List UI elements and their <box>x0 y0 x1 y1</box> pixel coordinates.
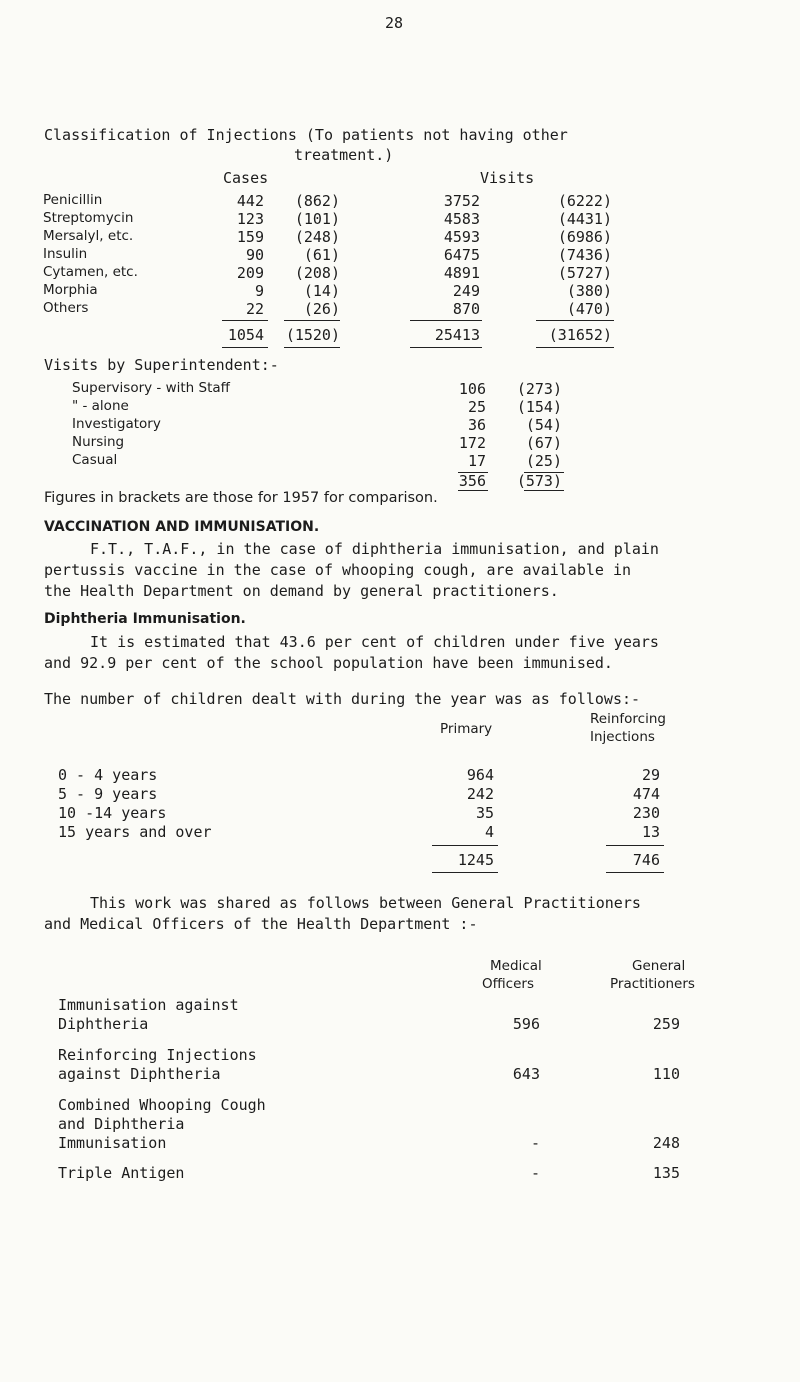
visits-prev-value: (6222) <box>557 192 612 210</box>
total-rule <box>222 320 268 321</box>
visits-prev-value: (380) <box>566 282 612 300</box>
medical-officers-header: Officers <box>482 976 534 992</box>
row-label: Streptomycin <box>43 210 134 226</box>
section-heading: VACCINATION AND IMMUNISATION. <box>44 519 320 535</box>
cases-value: 90 <box>245 246 264 264</box>
page-number: 28 <box>385 14 404 32</box>
vaccination-paragraph: pertussis vaccine in the case of whooping cough, are available in <box>44 561 631 579</box>
reinforcing-value: 29 <box>641 766 660 784</box>
row-label: Insulin <box>43 246 88 262</box>
visits-header: Visits <box>480 169 535 187</box>
general-practitioners-value: 135 <box>652 1164 680 1182</box>
total-rule <box>410 347 482 348</box>
medical-officers-value: 643 <box>512 1065 540 1083</box>
row-label: Cytamen, etc. <box>43 264 138 280</box>
medical-officers-value: - <box>530 1164 540 1182</box>
visits-total: 25413 <box>434 326 480 344</box>
visits-prev-value: (6986) <box>557 228 612 246</box>
cases-prev-value: (61) <box>303 246 340 264</box>
total-rule <box>222 347 268 348</box>
cases-prev-value: (862) <box>294 192 340 210</box>
visits-value: 17 <box>467 452 486 470</box>
shared-work-paragraph: This work was shared as follows between General Practitioners <box>90 894 641 912</box>
row-label: Casual <box>72 452 118 468</box>
general-practitioners-value: 110 <box>652 1065 680 1083</box>
primary-header: Primary <box>440 721 493 737</box>
visits-prev-value: (5727) <box>557 264 612 282</box>
medical-officers-header: Medical <box>490 958 542 974</box>
row-label: Triple Antigen <box>58 1164 185 1182</box>
total-rule <box>524 490 564 491</box>
visits-prev-value: (4431) <box>557 210 612 228</box>
visits-value: 249 <box>452 282 480 300</box>
medical-officers-value: 596 <box>512 1015 540 1033</box>
visits-prev-total: (31652) <box>548 326 612 344</box>
diphtheria-paragraph: and 92.9 per cent of the school population have been immunised. <box>44 654 613 672</box>
row-label: Combined Whooping Cough <box>58 1096 266 1114</box>
visits-prev-value: (7436) <box>557 246 612 264</box>
total-rule <box>536 320 614 321</box>
shared-work-paragraph: and Medical Officers of the Health Department :- <box>44 915 478 933</box>
primary-value: 4 <box>484 823 494 841</box>
reinforcing-header: Injections <box>590 729 655 745</box>
cases-prev-value: (208) <box>294 264 340 282</box>
reinforcing-total: 746 <box>632 851 660 869</box>
visits-prev-value: (67) <box>525 434 562 452</box>
general-practitioners-value: 248 <box>652 1134 680 1152</box>
superintendent-heading: Visits by Superintendent:- <box>44 356 279 374</box>
cases-value: 22 <box>245 300 264 318</box>
vaccination-paragraph: the Health Department on demand by general practitioners. <box>44 582 559 600</box>
row-label: Diphtheria <box>58 1015 149 1033</box>
cases-total: 1054 <box>227 326 264 344</box>
row-label: Supervisory - with Staff <box>72 380 230 396</box>
visits-prev-value: (25) <box>525 452 562 470</box>
row-label: Morphia <box>43 282 98 298</box>
reinforcing-value: 474 <box>632 785 660 803</box>
visits-value: 3752 <box>443 192 480 210</box>
total-rule <box>458 490 488 491</box>
cases-value: 209 <box>236 264 264 282</box>
row-label: Reinforcing Injections <box>58 1046 257 1064</box>
diphtheria-paragraph: It is estimated that 43.6 per cent of children under five years <box>90 633 659 651</box>
cases-header: Cases <box>223 169 269 187</box>
row-label: Penicillin <box>43 192 103 208</box>
total-rule <box>284 347 340 348</box>
total-rule <box>410 320 482 321</box>
row-label: and Diphtheria <box>58 1115 185 1133</box>
general-practitioners-value: 259 <box>652 1015 680 1033</box>
cases-prev-value: (14) <box>303 282 340 300</box>
total-rule <box>284 320 340 321</box>
visits-value: 4583 <box>443 210 480 228</box>
total-rule <box>606 872 664 873</box>
section-heading: Diphtheria Immunisation. <box>44 611 246 627</box>
visits-value: 36 <box>467 416 486 434</box>
diphtheria-paragraph: The number of children dealt with during the year was as follows:- <box>44 690 641 708</box>
cases-prev-value: (248) <box>294 228 340 246</box>
row-label: Immunisation <box>58 1134 167 1152</box>
visits-value: 4593 <box>443 228 480 246</box>
visits-value: 106 <box>458 380 486 398</box>
visits-value: 6475 <box>443 246 480 264</box>
visits-prev-value: (470) <box>566 300 612 318</box>
cases-value: 9 <box>254 282 264 300</box>
medical-officers-value: - <box>530 1134 540 1152</box>
visits-value: 870 <box>452 300 480 318</box>
cases-value: 159 <box>236 228 264 246</box>
injections-title-line1: Classification of Injections (To patients not having other <box>44 126 568 144</box>
comparison-note: Figures in brackets are those for 1957 for comparison. <box>44 490 438 506</box>
visits-prev-value: (273) <box>516 380 562 398</box>
reinforcing-value: 13 <box>641 823 660 841</box>
vaccination-paragraph: F.T., T.A.F., in the case of diphtheria immunisation, and plain <box>90 540 659 558</box>
visits-prev-value: (54) <box>525 416 562 434</box>
reinforcing-value: 230 <box>632 804 660 822</box>
row-label: " - alone <box>72 398 129 414</box>
injections-title-line2: treatment.) <box>294 146 394 164</box>
age-label: 15 years and over <box>58 823 212 841</box>
cases-value: 123 <box>236 210 264 228</box>
primary-total: 1245 <box>457 851 494 869</box>
total-rule <box>432 845 498 846</box>
primary-value: 964 <box>466 766 494 784</box>
age-label: 0 - 4 years <box>58 766 158 784</box>
cases-prev-value: (26) <box>303 300 340 318</box>
visits-total: 356 <box>458 472 486 490</box>
visits-prev-value: (154) <box>516 398 562 416</box>
age-label: 10 -14 years <box>58 804 167 822</box>
visits-value: 172 <box>458 434 486 452</box>
reinforcing-header: Reinforcing <box>590 711 666 727</box>
row-label: against Diphtheria <box>58 1065 221 1083</box>
primary-value: 242 <box>466 785 494 803</box>
age-label: 5 - 9 years <box>58 785 158 803</box>
row-label: Mersalyl, etc. <box>43 228 134 244</box>
total-rule <box>606 845 664 846</box>
row-label: Nursing <box>72 434 125 450</box>
general-practitioners-header: General <box>632 958 686 974</box>
row-label: Others <box>43 300 89 316</box>
cases-value: 442 <box>236 192 264 210</box>
cases-prev-value: (101) <box>294 210 340 228</box>
visits-prev-total: (573) <box>516 472 562 490</box>
total-rule <box>432 872 498 873</box>
cases-prev-total: (1520) <box>285 326 340 344</box>
visits-value: 25 <box>467 398 486 416</box>
general-practitioners-header: Practitioners <box>610 976 695 992</box>
row-label: Immunisation against <box>58 996 239 1014</box>
row-label: Investigatory <box>72 416 161 432</box>
primary-value: 35 <box>475 804 494 822</box>
visits-value: 4891 <box>443 264 480 282</box>
total-rule <box>536 347 614 348</box>
